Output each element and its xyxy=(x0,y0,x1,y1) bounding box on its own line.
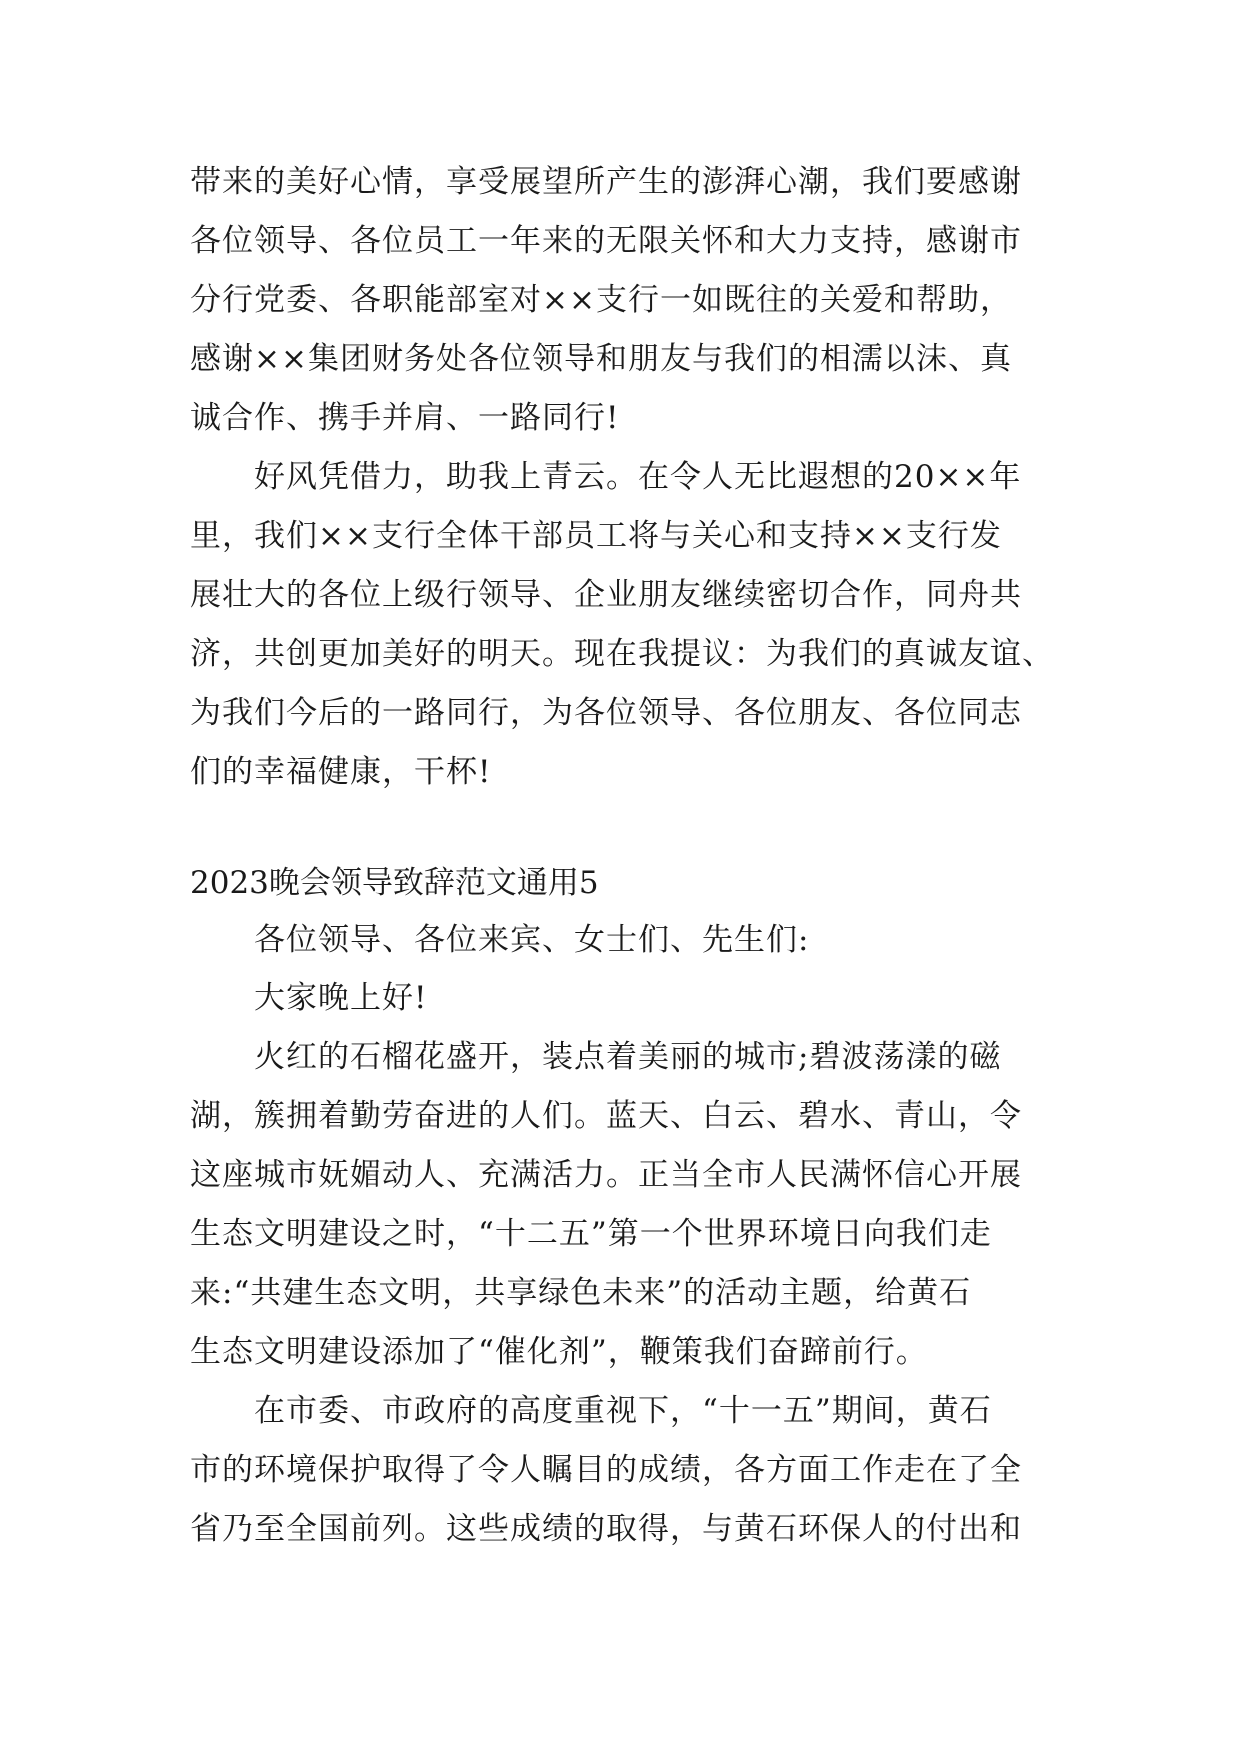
paragraph-line: 各位领导、各位员工一年来的无限关怀和大力支持，感谢市 xyxy=(190,223,1022,259)
paragraph-line: 们的幸福健康，干杯! xyxy=(190,754,492,790)
paragraph-line: 分行党委、各职能部室对××支行一如既往的关爱和帮助， xyxy=(190,282,1012,318)
paragraph-line: 展壮大的各位上级行领导、企业朋友继续密切合作，同舟共 xyxy=(190,577,1022,613)
paragraph-line: 为我们今后的一路同行，为各位领导、各位朋友、各位同志 xyxy=(190,695,1022,731)
paragraph-line: 好风凭借力，助我上青云。在令人无比遐想的20××年 xyxy=(254,459,1022,495)
paragraph-line: 省乃至全国前列。这些成绩的取得，与黄石环保人的付出和 xyxy=(190,1511,1022,1547)
paragraph-line: 济，共创更加美好的明天。现在我提议：为我们的真诚友谊、 xyxy=(190,636,1054,672)
paragraph-line: 市的环境保护取得了令人瞩目的成绩，各方面工作走在了全 xyxy=(190,1452,1022,1488)
paragraph-line: 这座城市妩媚动人、充满活力。正当全市人民满怀信心开展 xyxy=(190,1157,1022,1193)
paragraph-line: 火红的石榴花盛开，装点着美丽的城市;碧波荡漾的磁 xyxy=(254,1039,1002,1075)
section-title: 2023晚会领导致辞范文通用5 xyxy=(190,865,599,901)
greeting-line: 各位领导、各位来宾、女士们、先生们: xyxy=(254,922,810,958)
paragraph-line: 在市委、市政府的高度重视下，“十一五”期间，黄石 xyxy=(254,1393,992,1429)
paragraph-line: 诚合作、携手并肩、一路同行! xyxy=(190,400,620,436)
paragraph-line: 里，我们××支行全体干部员工将与关心和支持××支行发 xyxy=(190,518,1002,554)
greeting-line: 大家晚上好! xyxy=(254,980,428,1016)
paragraph-line: 生态文明建设之时，“十二五”第一个世界环境日向我们走 xyxy=(190,1216,992,1252)
paragraph-line: 生态文明建设添加了“催化剂”，鞭策我们奋蹄前行。 xyxy=(190,1334,928,1370)
paragraph-line: 来:“共建生态文明，共享绿色未来”的活动主题，给黄石 xyxy=(190,1275,972,1311)
paragraph-line: 带来的美好心情，享受展望所产生的澎湃心潮，我们要感谢 xyxy=(190,164,1022,200)
paragraph-line: 感谢××集团财务处各位领导和朋友与我们的相濡以沫、真 xyxy=(190,341,1012,377)
paragraph-line: 湖，簇拥着勤劳奋进的人们。蓝天、白云、碧水、青山，令 xyxy=(190,1098,1022,1134)
